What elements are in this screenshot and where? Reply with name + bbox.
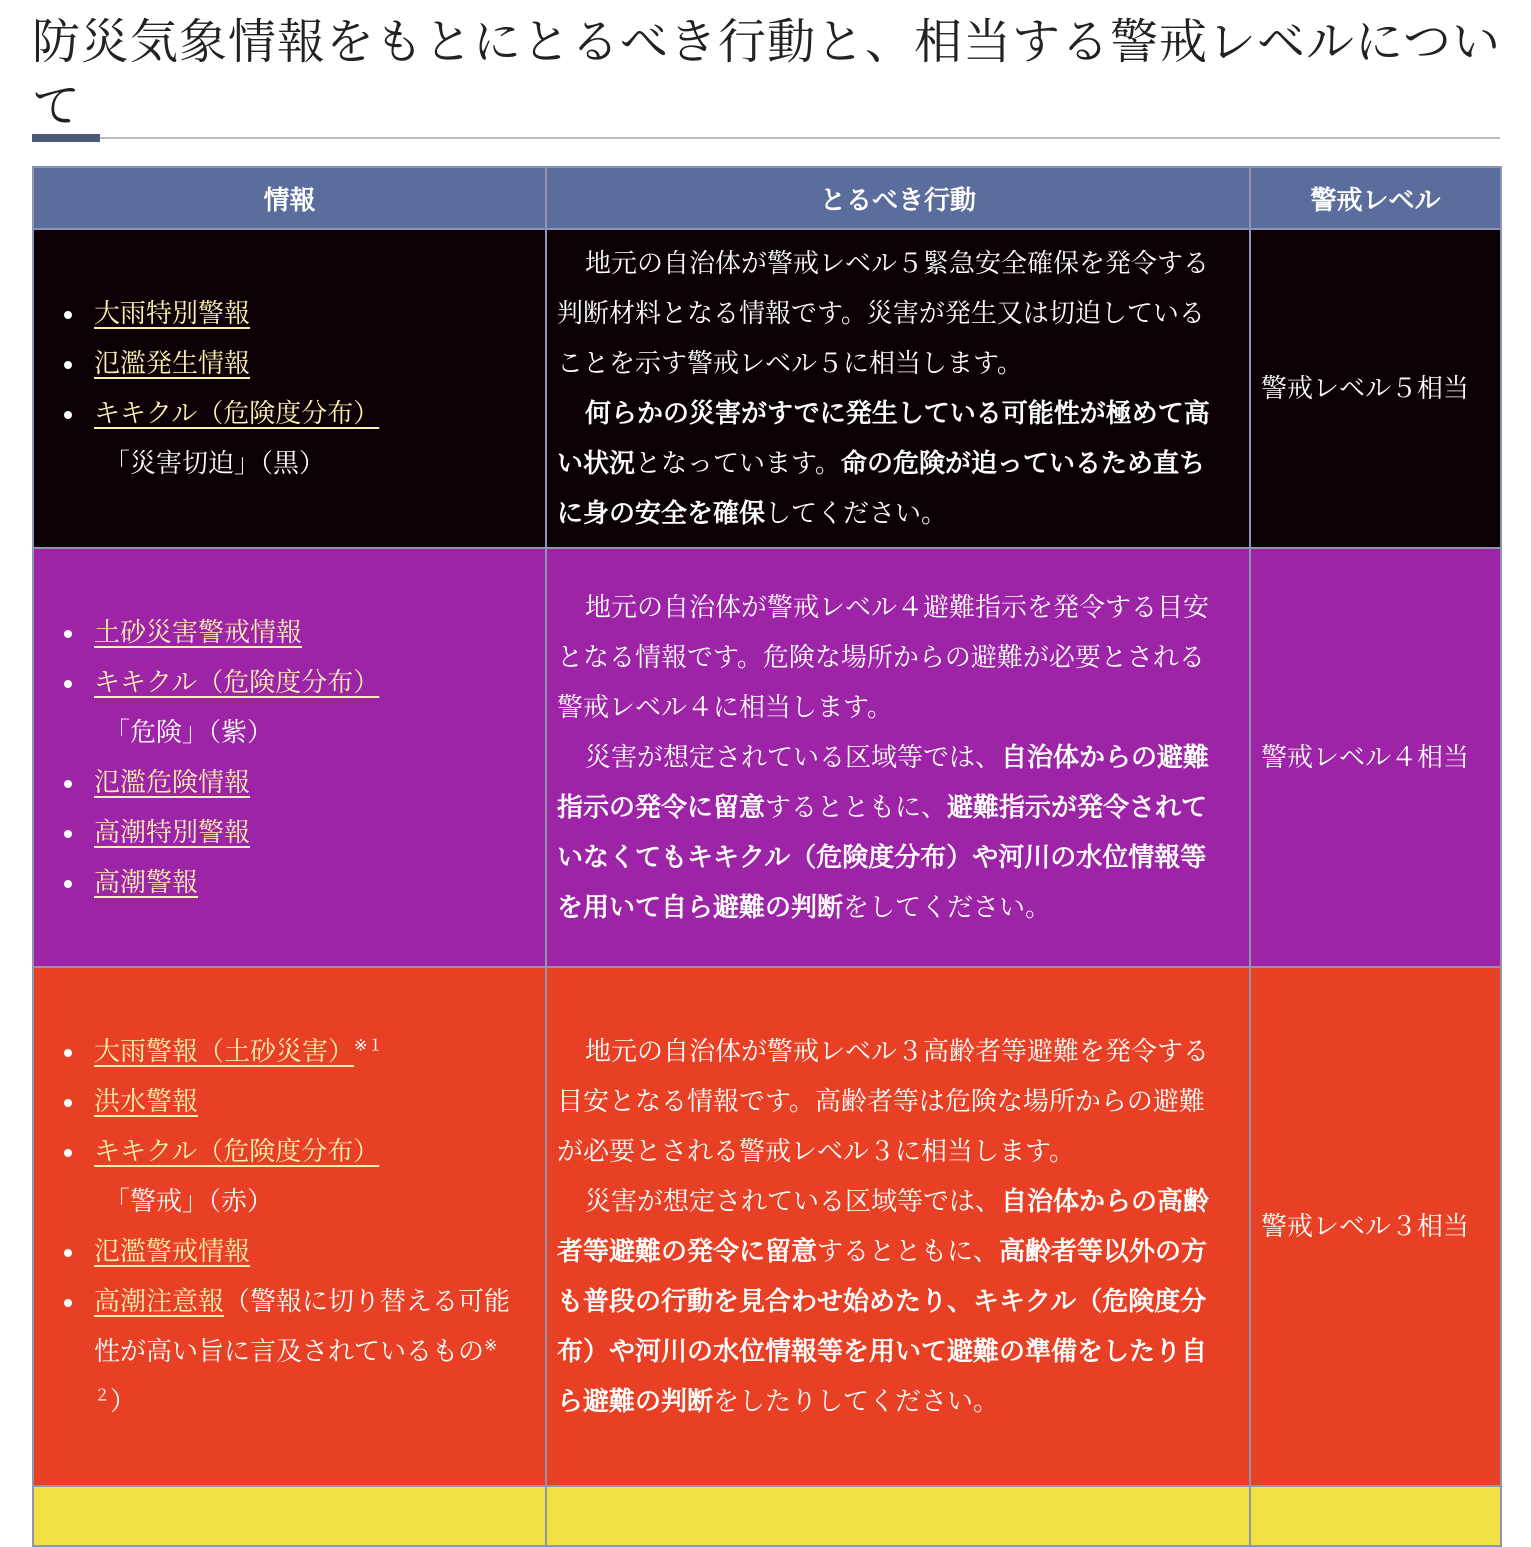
action-paragraph [557, 583, 1229, 733]
info-link[interactable]: キキクル（危険度分布） [94, 1136, 380, 1167]
info-link[interactable]: キキクル（危険度分布） [94, 667, 380, 698]
info-note [64, 708, 535, 758]
info-list-item [64, 758, 535, 808]
action-emphasis: 自治体からの避難指示の発令に留意 [557, 742, 1210, 823]
info-note-text: 「危険」（紫） [104, 717, 274, 748]
action-text: 地元の自治体が警戒レベル３高齢者等避難を発令する目安となる情報です。高齢者等は危険な場所からの避難が必要とされる警戒レベル３に相当します。 [557, 1036, 1210, 1167]
action-paragraph [557, 239, 1229, 389]
action-paragraph [557, 389, 1229, 539]
table-row-level4 [33, 548, 1501, 967]
info-note [64, 439, 535, 489]
header-level: 警戒レベル [1250, 167, 1501, 229]
action-cell [546, 229, 1250, 548]
action-text: するとともに、 [817, 1236, 1000, 1267]
title-accent-bar [32, 134, 100, 142]
info-list-item [64, 608, 535, 658]
action-cell [546, 1486, 1250, 1546]
info-link[interactable]: 大雨警報（土砂災害） [94, 1036, 355, 1067]
title-underline [32, 137, 1500, 139]
info-link[interactable]: 高潮注意報 [94, 1286, 225, 1317]
header-action: とるべき行動 [546, 167, 1250, 229]
info-link[interactable]: 洪水警報 [94, 1086, 199, 1117]
info-list-item [64, 389, 535, 439]
table-row-level2 [33, 1486, 1501, 1546]
action-text: をしたりしてください。 [713, 1386, 1000, 1417]
info-note [64, 1177, 535, 1227]
info-list-item [64, 1227, 535, 1277]
action-paragraph [557, 1177, 1229, 1427]
info-list-item [64, 1077, 535, 1127]
info-note-text: 「災害切迫」（黒） [104, 448, 326, 479]
info-link[interactable]: キキクル（危険度分布） [94, 398, 380, 429]
footnote-mark: ※１ [354, 1034, 384, 1054]
action-emphasis: 何らかの災害がすでに発生している可能性が極めて高い状況 [557, 398, 1210, 479]
info-link[interactable]: 氾濫発生情報 [94, 348, 251, 379]
info-link[interactable]: 氾濫危険情報 [94, 767, 251, 798]
action-emphasis: 避難指示が発令されていなくてもキキクル（危険度分布）や河川の水位情報等を用いて自ら避難の判断 [557, 792, 1208, 923]
action-text: 災害が想定されている区域等では、 [585, 1186, 1002, 1217]
info-list-item [64, 1027, 535, 1077]
header-info: 情報 [33, 167, 546, 229]
info-list-item [64, 1277, 535, 1427]
info-link[interactable]: 土砂災害警戒情報 [94, 617, 303, 648]
info-list [64, 608, 535, 908]
info-list-item [64, 858, 535, 908]
action-emphasis: 自治体からの高齢者等避難の発令に留意 [557, 1186, 1210, 1267]
info-cell [33, 1486, 546, 1546]
level-cell: 警戒レベル４相当 [1250, 548, 1501, 967]
info-list-item [64, 1127, 535, 1177]
action-text: となっています。 [635, 448, 841, 479]
info-list-item [64, 339, 535, 389]
info-list-item [64, 658, 535, 708]
warning-level-table [32, 166, 1502, 1547]
action-paragraph [557, 733, 1229, 933]
table-row-level5 [33, 229, 1501, 548]
info-list-item [64, 808, 535, 858]
info-note-text: 「警戒」（赤） [104, 1186, 274, 1217]
action-cell [546, 548, 1250, 967]
info-list [64, 289, 535, 489]
info-cell [33, 229, 546, 548]
level-cell: 警戒レベル５相当 [1250, 229, 1501, 548]
info-list-item [64, 289, 535, 339]
action-cell [546, 967, 1250, 1486]
page-title: 防災気象情報をもとにとるべき行動と、相当する警戒レベルについて [32, 14, 1502, 134]
info-cell [33, 967, 546, 1486]
level-cell [1250, 1486, 1501, 1546]
action-text: してください。 [765, 498, 948, 529]
action-text: 地元の自治体が警戒レベル５緊急安全確保を発令する判断材料となる情報です。災害が発生又は切迫していることを示す警戒レベル５に相当します。 [557, 248, 1210, 379]
info-link[interactable]: 大雨特別警報 [94, 298, 251, 329]
action-emphasis: 命の危険が迫っているため直ちに身の安全を確保 [557, 448, 1205, 529]
action-text: するとともに、 [765, 792, 948, 823]
level-cell: 警戒レベル３相当 [1250, 967, 1501, 1486]
action-paragraph [557, 1027, 1229, 1177]
info-cell [33, 548, 546, 967]
table-header-row [33, 167, 1501, 229]
action-text: をしてください。 [843, 892, 1052, 923]
footnote-mark: ※２ [94, 1334, 498, 1404]
info-qualifier-end: ） [110, 1386, 137, 1417]
info-qualifier: （警報に切り替える可能性が高い旨に言及されているもの [94, 1286, 511, 1367]
info-link[interactable]: 高潮特別警報 [94, 817, 251, 848]
info-link[interactable]: 氾濫警戒情報 [94, 1236, 251, 1267]
action-emphasis: 高齢者等以外の方も普段の行動を見合わせ始めたり、キキクル（危険度分布）や河川の水位情報等を用いて避難の準備をしたり自ら避難の判断 [557, 1236, 1208, 1417]
table-row-level3 [33, 967, 1501, 1486]
info-link[interactable]: 高潮警報 [94, 867, 199, 898]
action-text: 地元の自治体が警戒レベル４避難指示を発令する目安となる情報です。危険な場所からの避難が必要とされる警戒レベル４に相当します。 [557, 592, 1210, 723]
info-list [64, 1027, 535, 1427]
action-text: 災害が想定されている区域等では、 [585, 742, 1002, 773]
